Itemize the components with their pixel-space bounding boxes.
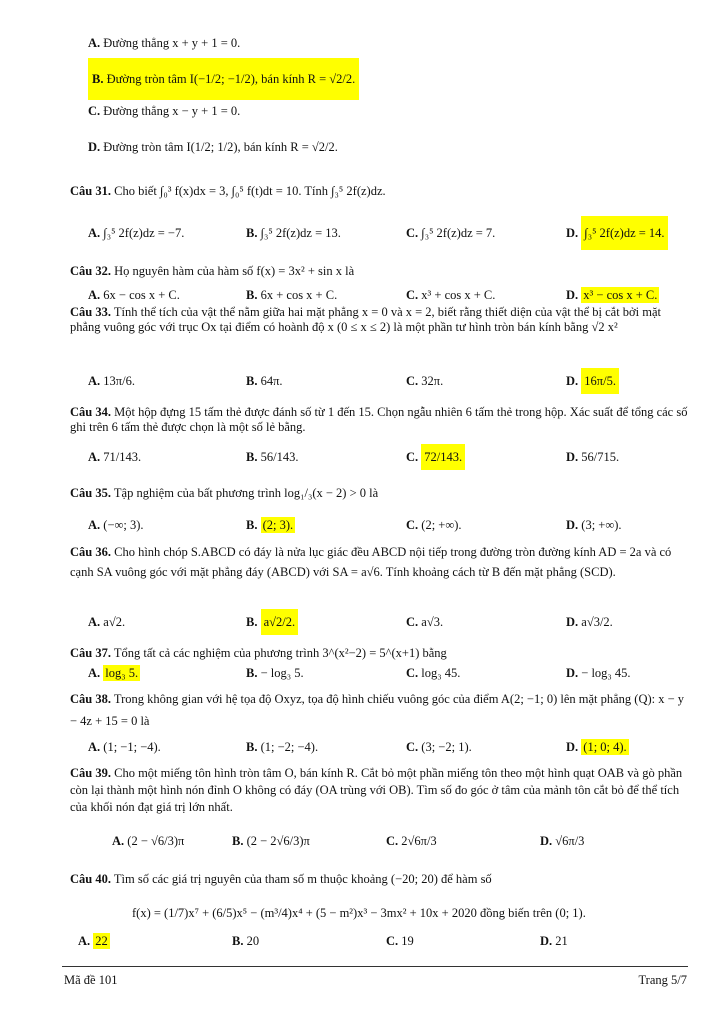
option-letter: A. [112, 834, 125, 848]
option-text: (−∞; 3). [103, 518, 144, 532]
question-40 [70, 872, 492, 887]
option-letter: C. [406, 288, 419, 302]
option-text: 56/143. [260, 450, 299, 464]
q39-option-b [232, 834, 310, 849]
option-letter: D. [540, 834, 553, 848]
question-36 [70, 542, 688, 582]
q36-option-d [566, 615, 613, 630]
option-letter: A. [88, 740, 101, 754]
question-number: Câu 40. [70, 872, 111, 886]
question-34 [70, 405, 688, 435]
option-letter: B. [232, 834, 244, 848]
option-letter: B. [246, 615, 258, 629]
q35-option-b [246, 518, 295, 533]
question-number: Câu 33. [70, 305, 111, 319]
q36-option-a [88, 615, 125, 630]
option-letter: D. [566, 450, 579, 464]
option-text: 64π. [260, 374, 283, 388]
q38-option-a [88, 740, 161, 755]
option-text: √6π/3 [555, 834, 585, 848]
q31-option-d [566, 226, 668, 241]
option-text: 32π. [421, 374, 444, 388]
q34-option-b [246, 450, 298, 465]
option-letter: C. [386, 934, 399, 948]
question-33 [70, 305, 688, 335]
option-letter: D. [540, 934, 553, 948]
question-39 [70, 765, 688, 816]
option-letter: A. [88, 288, 101, 302]
q37-option-c [406, 666, 460, 681]
answer-highlight: log₃ 5. [105, 666, 139, 680]
option-text: 13π/6. [103, 374, 135, 388]
q38-option-c [406, 740, 472, 755]
option-letter: B. [246, 288, 258, 302]
q40-option-c [386, 934, 414, 949]
option-text: 6x + cos x + C. [260, 288, 338, 302]
question-text: Trong không gian với hệ tọa độ Oxyz, tọa độ hình chiếu vuông góc của điểm A(2; −1; 0) lên mặt phẳng (Q): x − y − 4z + 15 = 0 là [70, 692, 685, 728]
q35-option-a [88, 518, 144, 533]
prev-option-c [88, 104, 240, 119]
answer-highlight [88, 58, 359, 100]
option-letter: C. [406, 450, 419, 464]
question-text: Cho một miếng tôn hình tròn tâm O, bán kính R. Cắt bỏ một phần miếng tôn theo một hình quạt OAB và gò phần còn lại thành một hình nón đỉnh O không có đáy (OA trùng với OB). Tìm số đo góc ở tâm của mảnh tôn cắt bỏ để thể tích của khối nón đạt giá trị lớn nhất. [70, 766, 683, 814]
q39-option-d [540, 834, 584, 849]
question-number: Câu 37. [70, 646, 111, 660]
answer-highlight: a√2/2. [261, 609, 299, 635]
q40-option-a [78, 934, 110, 949]
question-text: Cho biết ∫₀³ f(x)dx = 3, ∫₀⁵ f(t)dt = 10. Tính ∫₃⁵ 2f(z)dz. [114, 184, 386, 198]
question-text: Tập nghiệm của bất phương trình log₁/₃(x − 2) > 0 là [113, 486, 379, 500]
q31-option-c [406, 226, 495, 241]
q31-option-b [246, 226, 341, 241]
answer-highlight: (2; 3). [262, 518, 294, 532]
option-text: (2 − 2√6/3)π [246, 834, 310, 848]
option-text: ∫₃⁵ 2f(z)dz = −7. [103, 226, 185, 240]
option-letter: B. [246, 450, 258, 464]
q31-option-a [88, 226, 184, 241]
option-text: (2; +∞). [421, 518, 462, 532]
option-letter: B. [246, 666, 258, 680]
option-text: ∫₃⁵ 2f(z)dz = 7. [421, 226, 496, 240]
option-letter: D. [566, 615, 579, 629]
exam-code: Mã đề 101 [64, 973, 118, 987]
option-text: 2√6π/3 [401, 834, 437, 848]
question-31 [70, 184, 386, 199]
option-letter: B. [232, 934, 244, 948]
q34-option-d [566, 450, 619, 465]
question-number: Câu 35. [70, 486, 111, 500]
q32-option-c [406, 288, 495, 303]
question-text: Tổng tất cả các nghiệm của phương trình 3^(x²−2) = 5^(x+1) bằng [113, 646, 447, 660]
question-number: Câu 31. [70, 184, 111, 198]
option-text: a√3/2. [581, 615, 613, 629]
option-letter: A. [88, 36, 101, 50]
question-text: Một hộp đựng 15 tấm thẻ được đánh số từ 1 đến 15. Chọn ngẫu nhiên 6 tấm thẻ trong hộp. Xác suất để tổng các số ghi trên 6 tấm thẻ được chọn là một số lẻ bằng. [70, 405, 688, 434]
option-letter: B. [246, 518, 258, 532]
q40-formula: f(x) = (1/7)x⁷ + (6/5)x⁵ − (m³/4)x⁴ + (5 − m²)x³ − 3mx² + 10x + 2020 đồng biến trên (0; 1). [132, 906, 586, 920]
option-text: Đường tròn tâm I(1/2; 1/2), bán kính R = √2/2. [103, 140, 338, 154]
option-letter: C. [406, 666, 419, 680]
prev-option-a [88, 36, 240, 51]
q35-option-d [566, 518, 622, 533]
option-text: 56/715. [581, 450, 620, 464]
option-text: (3; −2; 1). [421, 740, 472, 754]
question-text: Tính thể tích của vật thể nằm giữa hai mặt phẳng x = 0 và x = 2, biết rằng thiết diện của vật thể bị cắt bởi mặt phẳng vuông góc với trục Ox tại điểm có hoành độ x (0 ≤ x ≤ 2) là một phần tư hình tròn bán kính bằng √2 x² [70, 305, 662, 334]
option-letter: B. [246, 226, 258, 240]
q35-option-c [406, 518, 462, 533]
option-text: (3; +∞). [581, 518, 622, 532]
q32-option-a [88, 288, 180, 303]
question-32 [70, 264, 354, 279]
question-37 [70, 646, 447, 661]
option-text: 19 [401, 934, 414, 948]
q38-option-d [566, 740, 629, 755]
page-number: Trang 5/7 [638, 973, 687, 987]
q39-option-c [386, 834, 437, 849]
q33-option-a [88, 374, 135, 389]
question-number: Câu 36. [70, 545, 111, 559]
option-text: a√2. [103, 615, 126, 629]
option-text: ∫₃⁵ 2f(z)dz = 13. [260, 226, 341, 240]
question-number: Câu 32. [70, 264, 111, 278]
option-text: Đường thẳng x − y + 1 = 0. [103, 104, 241, 118]
option-letter: C. [88, 104, 101, 118]
option-letter: D. [566, 518, 579, 532]
prev-option-d [88, 140, 338, 155]
option-letter: A. [88, 518, 101, 532]
option-letter: C. [386, 834, 399, 848]
option-letter: C. [406, 740, 419, 754]
q32-option-b [246, 288, 337, 303]
q37-option-a [88, 666, 140, 681]
q34-option-c [406, 450, 465, 465]
option-text: − log₃ 45. [581, 666, 631, 680]
option-text: a√3. [421, 615, 444, 629]
option-letter: A. [88, 615, 101, 629]
prev-option-b [88, 72, 359, 87]
q36-option-b [246, 615, 298, 630]
option-text: 20 [246, 934, 260, 948]
option-letter: D. [88, 140, 101, 154]
option-text: (2 − √6/3)π [127, 834, 185, 848]
question-number: Câu 39. [70, 766, 111, 780]
option-letter: D. [566, 740, 579, 754]
option-letter: D. [566, 288, 579, 302]
q40-option-d [540, 934, 568, 949]
option-letter: C. [406, 374, 419, 388]
q40-option-b [232, 934, 259, 949]
answer-highlight: (1; 0; 4). [583, 740, 627, 754]
option-letter: A. [78, 934, 91, 948]
option-letter: D. [566, 374, 579, 388]
option-letter: B. [92, 72, 104, 86]
option-letter: C. [406, 518, 419, 532]
question-text: Họ nguyên hàm của hàm số f(x) = 3x² + sin x là [114, 264, 355, 278]
q33-option-c [406, 374, 443, 389]
option-text: Đường thẳng x + y + 1 = 0. [103, 36, 241, 50]
option-letter: D. [566, 666, 579, 680]
question-number: Câu 34. [70, 405, 111, 419]
q37-option-b [246, 666, 304, 681]
question-35 [70, 486, 378, 501]
option-text: Đường tròn tâm I(−1/2; −1/2), bán kính R = √2/2. [106, 72, 356, 86]
answer-highlight: 22 [95, 934, 108, 948]
option-text: 21 [555, 934, 568, 948]
option-letter: B. [246, 740, 258, 754]
option-letter: A. [88, 226, 101, 240]
option-letter: A. [88, 666, 101, 680]
q33-option-b [246, 374, 283, 389]
question-number: Câu 38. [70, 692, 111, 706]
question-text: Cho hình chóp S.ABCD có đáy là nửa lục giác đều ABCD nội tiếp trong đường tròn đường kính AD = 2a và có cạnh SA vuông góc với mặt phẳng đáy (ABCD) với SA = a√6. Tính khoảng cách từ B đến mặt phẳng (SCD). [70, 545, 672, 579]
option-letter: C. [406, 615, 419, 629]
footer-divider [62, 966, 688, 967]
question-text: Tìm số các giá trị nguyên của tham số m thuộc khoảng (−20; 20) để hàm số [113, 872, 492, 886]
q38-option-b [246, 740, 318, 755]
answer-highlight: 72/143. [421, 444, 465, 470]
option-letter: A. [88, 374, 101, 388]
q37-option-d [566, 666, 631, 681]
option-text: x³ + cos x + C. [421, 288, 496, 302]
q36-option-c [406, 615, 443, 630]
q34-option-a [88, 450, 141, 465]
answer-highlight: ∫₃⁵ 2f(z)dz = 14. [581, 216, 667, 250]
option-text: − log₃ 5. [260, 666, 304, 680]
option-text: (1; −2; −4). [260, 740, 319, 754]
option-text: 6x − cos x + C. [103, 288, 180, 302]
answer-highlight: x³ − cos x + C. [583, 288, 658, 302]
option-letter: C. [406, 226, 419, 240]
option-text: (1; −1; −4). [103, 740, 161, 754]
answer-highlight: 16π/5. [581, 368, 619, 394]
q33-option-d [566, 374, 619, 389]
q32-option-d [566, 288, 659, 303]
option-letter: B. [246, 374, 258, 388]
option-text: log₃ 45. [421, 666, 461, 680]
q39-option-a [112, 834, 184, 849]
option-text: 71/143. [103, 450, 142, 464]
option-letter: D. [566, 226, 579, 240]
question-38 [70, 688, 688, 732]
option-letter: A. [88, 450, 101, 464]
